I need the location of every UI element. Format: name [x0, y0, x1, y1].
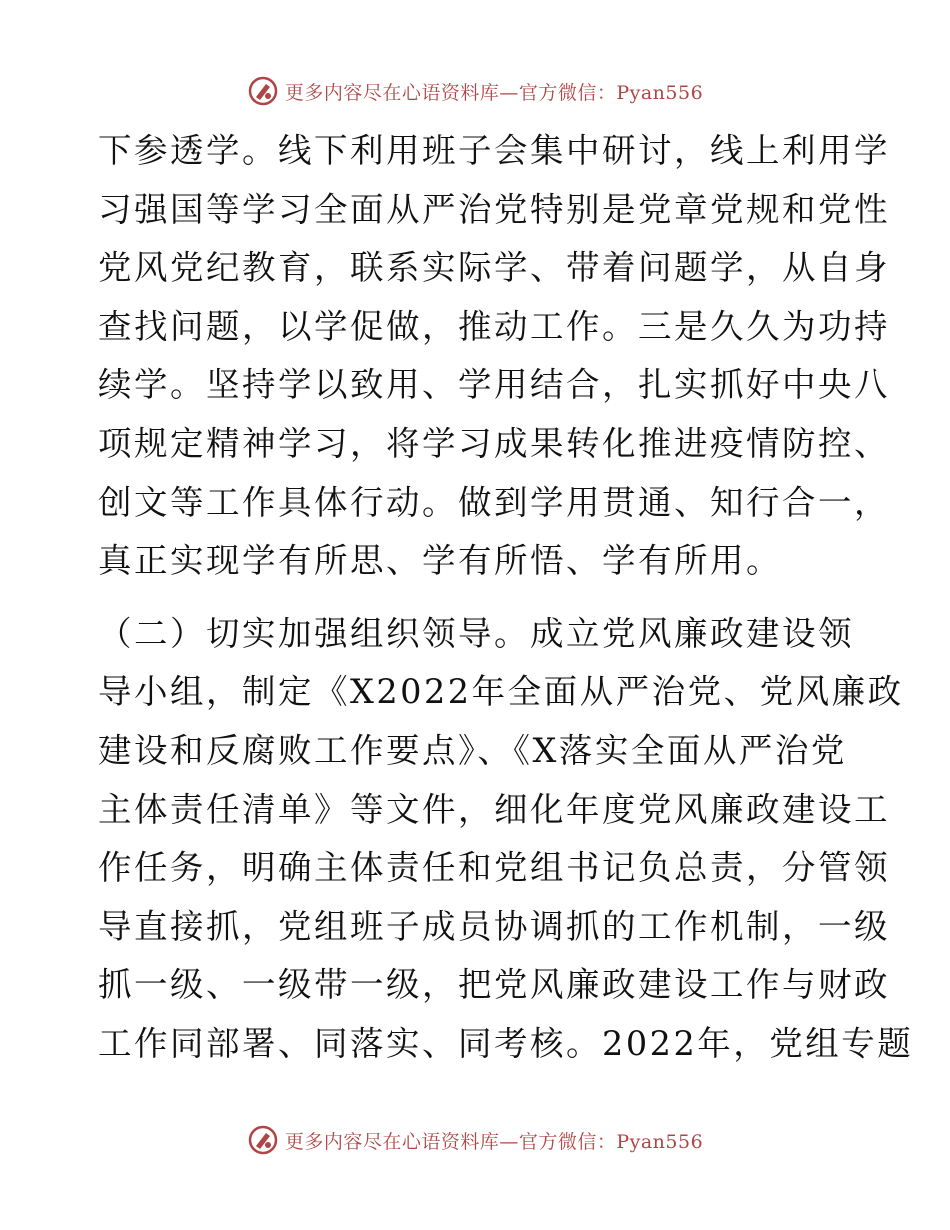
text-line: 主体责任清单》等文件，细化年度党风廉政建设工	[98, 789, 890, 829]
brand-logo-icon	[247, 75, 279, 107]
watermark-text: 更多内容尽在心语资料库—官方微信：Pyan556	[284, 81, 704, 104]
text-line: 作任务，明确主体责任和党组书记负总责，分管领	[98, 848, 890, 888]
footer-watermark	[0, 1120, 950, 1160]
text-line: 项规定精神学习，将学习成果转化推进疫情防控、	[98, 423, 890, 463]
text-line: 工作同部署、同落实、同考核。2022年，党组专题	[98, 1023, 914, 1063]
text-line: （二）切实加强组织领导。成立党风廉政建设领	[98, 613, 854, 653]
paragraph	[98, 122, 890, 591]
text-line: 续学。坚持学以致用、学用结合，扎实抓好中央八	[98, 365, 890, 405]
text-line: 导小组，制定《X2022年全面从严治党、党风廉政	[98, 672, 904, 712]
document-body	[98, 122, 914, 1074]
text-line: 下参透学。线下利用班子会集中研讨，线上利用学	[98, 131, 890, 170]
text-line: 党风党纪教育，联系实际学、带着问题学，从自身	[98, 248, 890, 288]
text-line: 创文等工作具体行动。做到学用贯通、知行合一，	[98, 482, 890, 522]
text-line: 建设和反腐败工作要点》、《X落实全面从严治党	[98, 730, 847, 770]
paragraph	[98, 605, 914, 1074]
text-line: 真正实现学有所思、学有所悟、学有所用。	[98, 541, 782, 581]
text-line: 抓一级、一级带一级，把党风廉政建设工作与财政	[98, 965, 890, 1005]
text-line: 查找问题，以学促做，推动工作。三是久久为功持	[98, 306, 890, 346]
brand-logo-icon	[247, 1124, 279, 1156]
text-line: 习强国等学习全面从严治党特别是党章党规和党性	[98, 189, 890, 229]
watermark-text: 更多内容尽在心语资料库—官方微信：Pyan556	[284, 1130, 704, 1153]
text-line: 导直接抓，党组班子成员协调抓的工作机制，一级	[98, 906, 890, 946]
header-watermark	[0, 71, 950, 111]
